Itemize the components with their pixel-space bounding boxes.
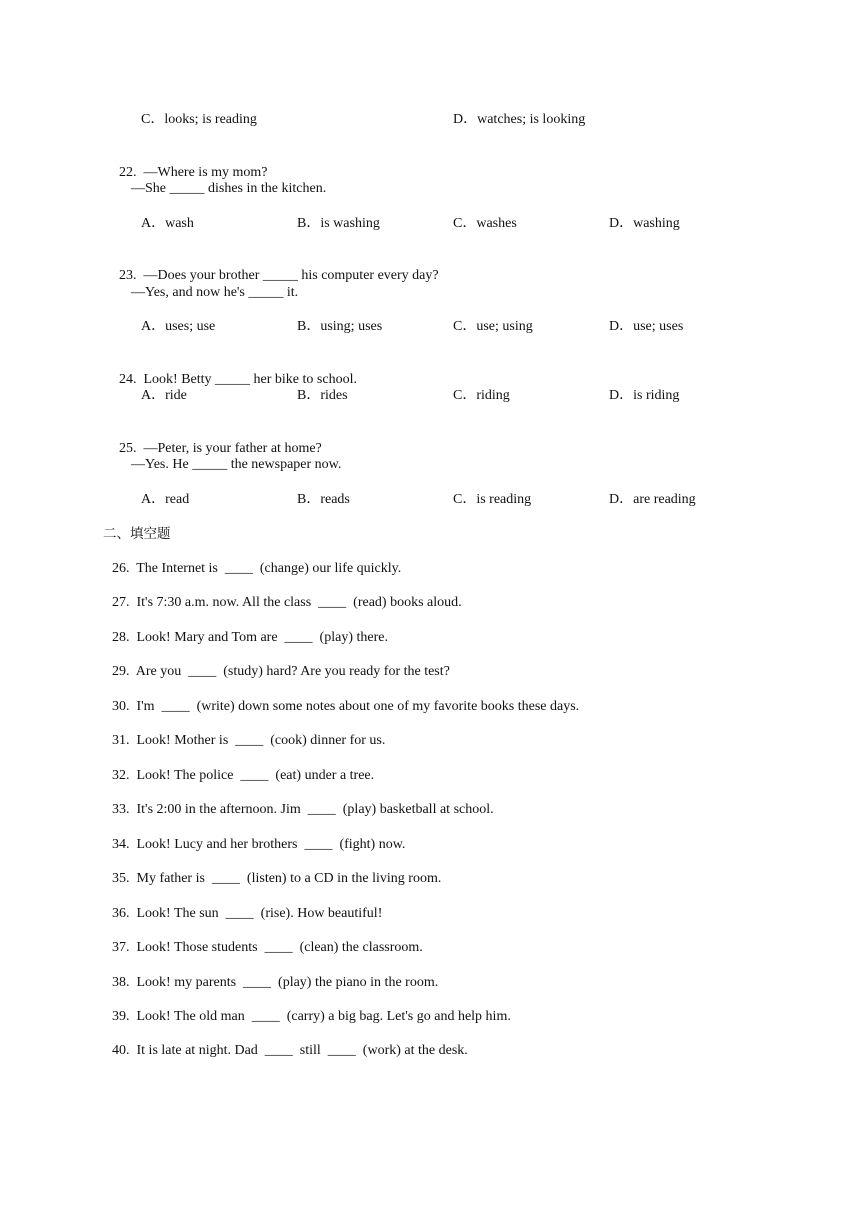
question-stem: —Does your brother _____ his computer every day?	[143, 268, 439, 283]
fill-item-32	[112, 767, 374, 785]
item-number: 31.	[112, 733, 130, 748]
q24-option-d: D．is riding	[609, 388, 680, 403]
item-text: The Internet is ____ (change) our life quickly.	[136, 561, 402, 576]
question-number: 22.	[119, 165, 137, 180]
item-text: I'm ____ (write) down some notes about one of my favorite books these days.	[136, 699, 580, 714]
q23-line2: —Yes, and now he's _____ it.	[131, 285, 299, 300]
q23-option-a: A．uses; use	[141, 319, 216, 334]
q22-option-c: C．washes	[453, 216, 517, 231]
fill-item-35	[112, 870, 441, 888]
item-number: 37.	[112, 940, 130, 955]
item-number: 35.	[112, 871, 130, 886]
q24-option-a: A．ride	[141, 388, 187, 403]
item-text: Look! Mary and Tom are ____ (play) there.	[136, 630, 388, 645]
item-text: Look! The old man ____ (carry) a big bag. Let's go and help him.	[136, 1009, 511, 1024]
question-stem: —Peter, is your father at home?	[143, 441, 322, 456]
fill-item-38	[112, 974, 438, 992]
item-text: My father is ____ (listen) to a CD in the living room.	[136, 871, 442, 886]
question-22	[112, 146, 268, 182]
fill-item-28	[112, 629, 388, 647]
fill-item-33	[112, 801, 494, 819]
q22-option-d: D．washing	[609, 216, 680, 231]
item-text: Look! my parents ____ (play) the piano in the room.	[136, 975, 439, 990]
question-23	[112, 249, 439, 285]
item-text: It's 7:30 a.m. now. All the class ____ (read) books aloud.	[136, 595, 462, 610]
fill-item-26	[112, 560, 401, 578]
question-number: 23.	[119, 268, 137, 283]
item-number: 30.	[112, 699, 130, 714]
item-text: Are you ____ (study) hard? Are you ready for the test?	[135, 664, 450, 679]
fill-item-37	[112, 939, 423, 957]
q22-line2: —She _____ dishes in the kitchen.	[131, 181, 327, 196]
q23-option-b: B．using; uses	[297, 319, 383, 334]
item-number: 27.	[112, 595, 130, 610]
q25-option-a: A．read	[141, 492, 190, 507]
fill-item-31	[112, 732, 385, 750]
item-number: 40.	[112, 1043, 130, 1058]
q25-option-b: B．reads	[297, 492, 350, 507]
fill-item-34	[112, 836, 405, 854]
question-24	[112, 353, 357, 389]
item-text: Look! Those students ____ (clean) the classroom.	[136, 940, 423, 955]
q24-option-c: C．riding	[453, 388, 510, 403]
question-stem: Look! Betty _____ her bike to school.	[143, 372, 357, 387]
item-number: 34.	[112, 837, 130, 852]
item-number: 33.	[112, 802, 130, 817]
q22-option-a: A．wash	[141, 216, 194, 231]
q24-option-b: B．rides	[297, 388, 348, 403]
q21-option-d: D．watches; is looking	[453, 112, 586, 127]
item-number: 26.	[112, 561, 130, 576]
item-number: 39.	[112, 1009, 130, 1024]
question-stem: —Where is my mom?	[143, 165, 268, 180]
item-number: 28.	[112, 630, 130, 645]
q23-option-d: D．use; uses	[609, 319, 684, 334]
fill-item-27	[112, 594, 462, 612]
q25-line2: —Yes. He _____ the newspaper now.	[131, 457, 342, 472]
item-number: 38.	[112, 975, 130, 990]
item-number: 29.	[112, 664, 130, 679]
question-25	[112, 422, 322, 458]
item-number: 32.	[112, 768, 130, 783]
question-number: 24.	[119, 372, 137, 387]
item-text: It is late at night. Dad ____ still ____ (work) at the desk.	[136, 1043, 468, 1058]
item-text: Look! The police ____ (eat) under a tree.	[136, 768, 375, 783]
fill-item-39	[112, 1008, 511, 1026]
item-text: Look! Lucy and her brothers ____ (fight) now.	[136, 837, 406, 852]
item-text: It's 2:00 in the afternoon. Jim ____ (play) basketball at school.	[136, 802, 494, 817]
q25-option-d: D．are reading	[609, 492, 696, 507]
fill-item-30	[112, 698, 579, 716]
fill-item-36	[112, 905, 382, 923]
item-number: 36.	[112, 906, 130, 921]
q21-option-c: C．looks; is reading	[141, 112, 257, 127]
section-heading: 二、填空题	[103, 526, 171, 542]
q23-option-c: C．use; using	[453, 319, 533, 334]
q25-option-c: C．is reading	[453, 492, 532, 507]
fill-item-29	[112, 663, 450, 681]
fill-item-40	[112, 1042, 468, 1060]
item-text: Look! The sun ____ (rise). How beautiful!	[136, 906, 383, 921]
item-text: Look! Mother is ____ (cook) dinner for us.	[136, 733, 386, 748]
question-number: 25.	[119, 441, 137, 456]
q22-option-b: B．is washing	[297, 216, 380, 231]
